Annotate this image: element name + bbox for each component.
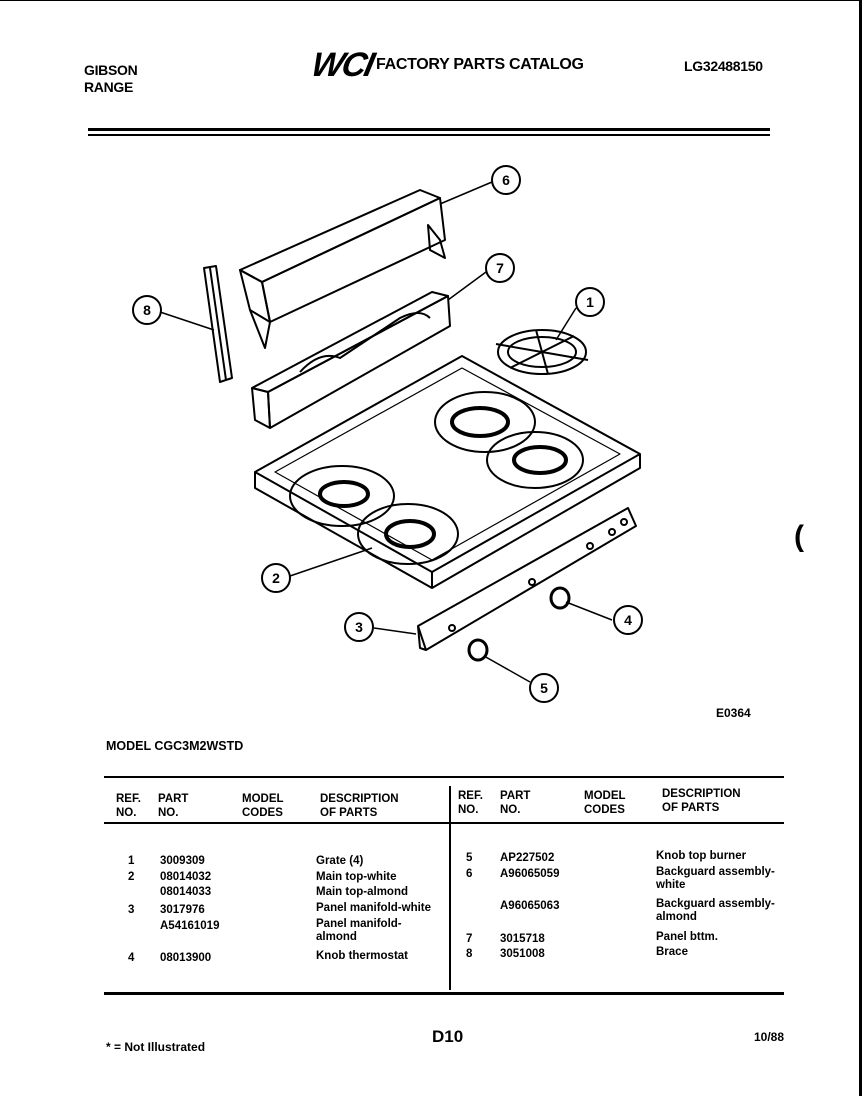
table-row-part: A96065063 <box>500 900 560 912</box>
table-row-ref: 8 <box>466 948 473 960</box>
backguard-assembly-illustration <box>240 190 445 348</box>
catalog-date: 10/88 <box>754 1030 785 1044</box>
table-row-part: 3051008 <box>500 948 545 960</box>
header-part-no: PART NO. <box>158 793 189 819</box>
table-row-desc: Backguard assembly- almond <box>656 898 775 923</box>
knob-illustrations <box>469 588 569 660</box>
table-bottom-rule <box>104 992 784 995</box>
header-ref-no-right: REF. NO. <box>458 790 483 816</box>
header-model-codes-right: MODEL CODES <box>584 790 626 816</box>
model-line: MODEL CGC3M2WSTD <box>106 739 244 753</box>
table-row-desc: Backguard assembly- white <box>656 866 775 891</box>
product-type: RANGE <box>84 79 134 95</box>
exploded-parts-diagram <box>0 150 864 720</box>
table-row-ref: 3 <box>128 904 135 916</box>
table-row-ref: 1 <box>128 855 135 867</box>
table-row-part: 08013900 <box>160 952 212 964</box>
header-ref-no: REF. NO. <box>116 793 141 819</box>
table-row-part: 3015718 <box>500 933 545 945</box>
table-row-part: AP227502 <box>500 852 555 864</box>
table-row-desc: Panel bttm. <box>656 931 718 943</box>
manifold-panel-illustration <box>418 508 636 650</box>
callout-1: 1 <box>586 294 594 310</box>
callout-7: 7 <box>496 260 504 276</box>
header-model-codes: MODEL CODES <box>242 793 284 819</box>
table-row-part: 3009309 <box>160 855 205 867</box>
table-row-part: A96065059 <box>500 868 560 880</box>
grate-illustration <box>496 330 588 374</box>
table-row-desc: Panel manifold-white <box>316 902 432 914</box>
header-description-right: DESCRIPTION OF PARTS <box>662 788 741 814</box>
wci-logo: WCI <box>308 46 377 84</box>
callout-8: 8 <box>143 302 151 318</box>
table-header-rule <box>104 822 784 824</box>
main-top-illustration <box>255 356 640 588</box>
header-description: DESCRIPTION OF PARTS <box>320 793 399 819</box>
callout-circles <box>133 166 642 702</box>
table-row-desc: Main top-white <box>316 871 397 883</box>
table-row-part: 08014033 <box>160 886 212 898</box>
table-row-desc: Main top-almond <box>316 886 408 898</box>
callout-6: 6 <box>502 172 510 188</box>
header-rule-thin <box>88 134 770 136</box>
header-rule <box>88 128 770 131</box>
table-row-ref: 5 <box>466 852 473 864</box>
table-row-ref: 6 <box>466 868 473 880</box>
table-row-ref: 4 <box>128 952 135 964</box>
diagram-code: E0364 <box>716 706 751 720</box>
catalog-number: LG32488150 <box>684 58 763 74</box>
callout-3: 3 <box>355 619 363 635</box>
header-part-no-right: PART NO. <box>500 790 531 816</box>
table-row-desc: Brace <box>656 946 688 958</box>
brand-name: GIBSON <box>84 62 138 78</box>
bottom-panel-illustration <box>252 292 450 428</box>
table-row-part: A54161019 <box>160 920 220 932</box>
table-row-part: 3017976 <box>160 904 205 916</box>
callout-2: 2 <box>272 570 280 586</box>
table-row-ref: 2 <box>128 871 135 883</box>
table-row-part: 08014032 <box>160 871 212 883</box>
brand-block <box>84 62 137 96</box>
table-row-desc: Knob top burner <box>656 850 747 862</box>
table-row-desc: Grate (4) <box>316 855 364 867</box>
callout-4: 4 <box>624 612 632 628</box>
page-number: D10 <box>432 1027 464 1046</box>
callout-5: 5 <box>540 680 548 696</box>
not-illustrated-note: * = Not Illustrated <box>106 1040 206 1054</box>
brace-illustration <box>204 266 232 382</box>
table-row-desc: Knob thermostat <box>316 950 408 962</box>
table-row-desc: Panel manifold- almond <box>316 918 402 943</box>
margin-bracket: ( <box>794 520 804 553</box>
table-column-divider <box>449 786 451 990</box>
table-row-ref: 7 <box>466 933 473 945</box>
catalog-title: FACTORY PARTS CATALOG <box>376 56 584 73</box>
table-top-rule <box>104 776 784 778</box>
